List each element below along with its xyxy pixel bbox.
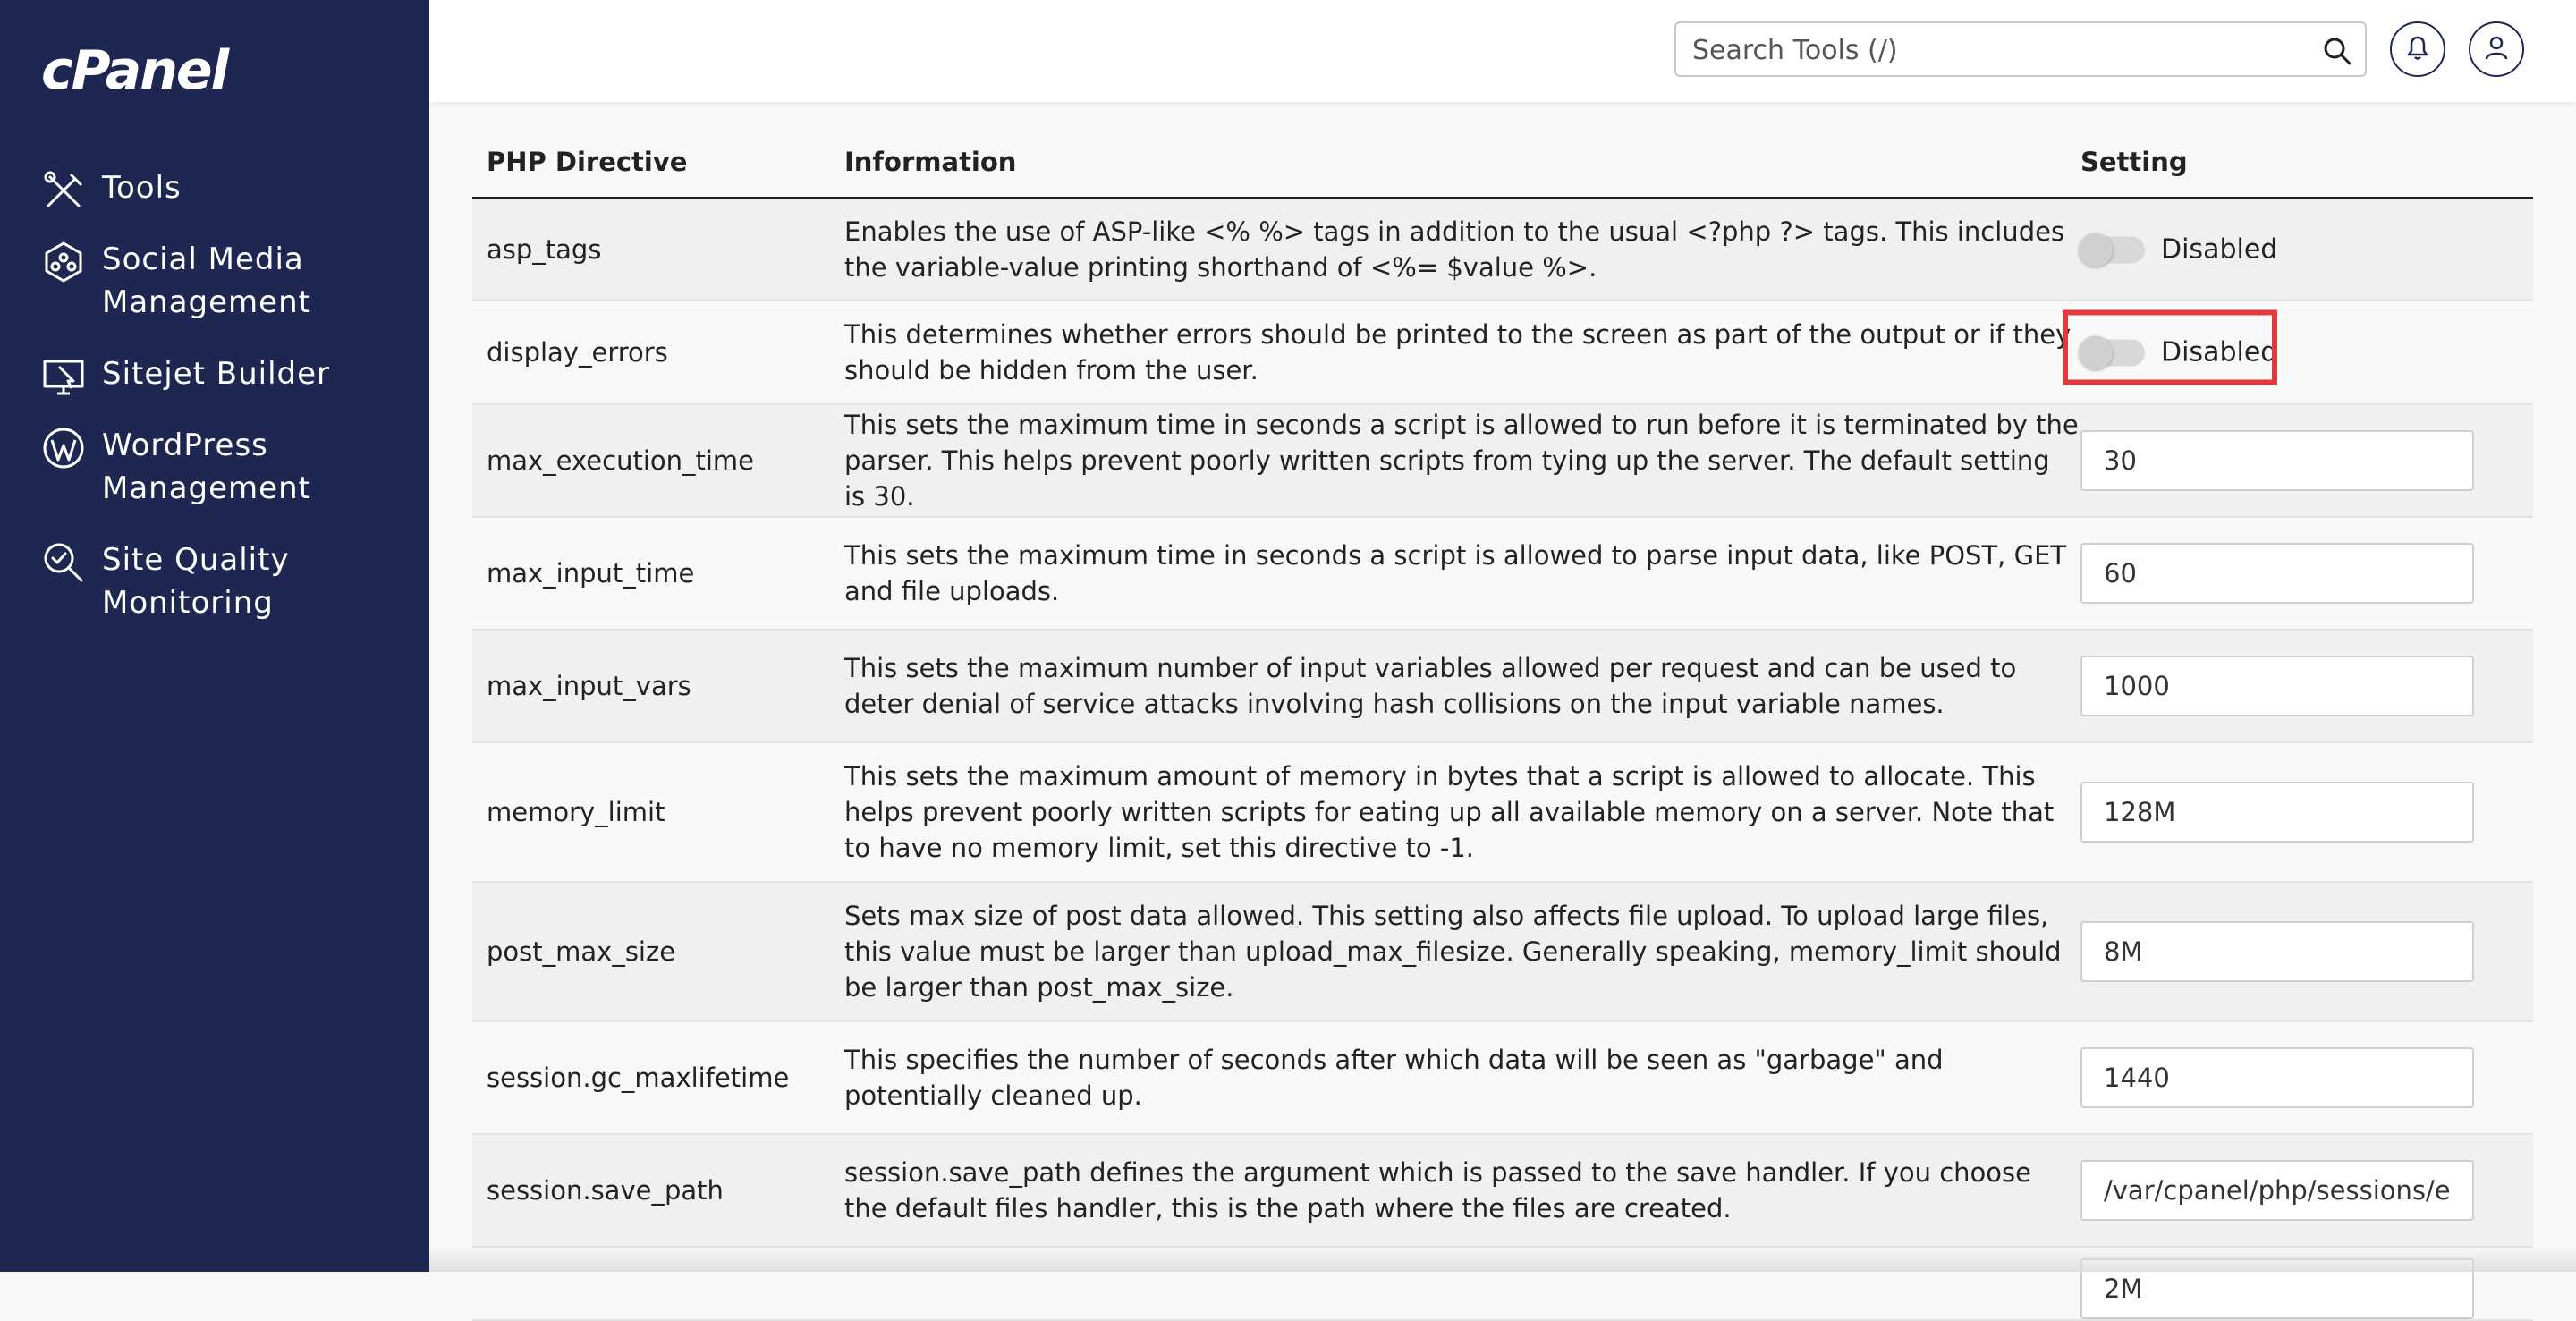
- post-max-size-setting: [2080, 921, 2474, 982]
- max-execution-time-setting: [2080, 430, 2474, 491]
- php-directives-table: [472, 134, 2533, 1321]
- table-row: [472, 301, 2533, 405]
- column-header-directive: PHP Directive: [487, 147, 688, 177]
- max-input-time-setting: [2080, 543, 2474, 604]
- directive-info: This specifies the number of seconds after which data will be seen as "garbage" and potentially cleaned up.: [844, 1045, 1944, 1111]
- session-gc-maxlifetime-setting: [2080, 1047, 2474, 1108]
- toggle-label: Disabled: [2161, 336, 2278, 368]
- post-max-size-input[interactable]: [2080, 921, 2474, 982]
- directive-name: max_input_vars: [487, 671, 691, 701]
- user-menu-button[interactable]: [2469, 21, 2524, 77]
- asp-tags-toggle[interactable]: [2080, 236, 2145, 263]
- display-errors-toggle[interactable]: [2080, 339, 2145, 366]
- table-row: [472, 631, 2533, 743]
- asp-tags-setting: [2080, 234, 2277, 266]
- sidebar-item-label: Social Media Management: [102, 241, 311, 320]
- session-save-path-input[interactable]: [2080, 1160, 2474, 1221]
- column-header-setting: Setting: [2080, 147, 2188, 177]
- user-icon: [2483, 34, 2510, 64]
- table-row: [472, 199, 2533, 301]
- directive-info: This determines whether errors should be printed to the screen as part of the output or if they should be hidden from the user.: [844, 319, 2072, 385]
- sitejet-icon: [41, 354, 86, 399]
- site-quality-icon: [41, 540, 86, 585]
- cpanel-logo[interactable]: cPanel: [41, 39, 228, 102]
- sidebar-item-wordpress[interactable]: [41, 424, 388, 510]
- toggle-label: Disabled: [2161, 233, 2278, 266]
- table-row: [472, 1135, 2533, 1248]
- directive-name: max_execution_time: [487, 445, 755, 476]
- sidebar-item-label: Tools: [102, 170, 182, 206]
- notifications-button[interactable]: [2390, 21, 2445, 77]
- session-save-path-setting: [2080, 1160, 2474, 1221]
- sidebar: [0, 0, 429, 1272]
- tools-icon: [41, 168, 86, 213]
- table-row: [472, 743, 2533, 883]
- directive-info: This sets the maximum time in seconds a script is allowed to run before it is terminated by the parser. This helps prevent poorly written scripts from tying up the server. The default setting is 30.: [844, 410, 2079, 512]
- sidebar-item-site-quality[interactable]: [41, 538, 388, 624]
- display-errors-setting: [2080, 337, 2277, 368]
- wordpress-icon: [41, 426, 86, 470]
- sidebar-item-label: Site Quality Monitoring: [102, 542, 290, 621]
- directive-info: This sets the maximum amount of memory in bytes that a script is allowed to allocate. This helps prevent poorly written scripts for eating up all available memory on a server. Note that to have no memory limit, set this directive to -1.: [844, 761, 2055, 863]
- max-execution-time-input[interactable]: [2080, 430, 2474, 491]
- directive-name: display_errors: [487, 337, 668, 368]
- directive-name: asp_tags: [487, 234, 602, 265]
- sidebar-item-tools[interactable]: [41, 166, 388, 213]
- social-media-icon: [41, 240, 86, 284]
- sidebar-item-sitejet[interactable]: [41, 352, 388, 399]
- table-header: [472, 134, 2533, 199]
- directive-info: Sets max size of post data allowed. This setting also affects file upload. To upload large files, this value must be larger than upload_max_filesize. Generally speaking, memory_limit should be larger than post_max_size.: [844, 901, 2062, 1003]
- directive-info: This sets the maximum number of input variables allowed per request and can be used to deter denial of service attacks involving hash collisions on the input variable names.: [844, 653, 2017, 719]
- session-gc-maxlifetime-input[interactable]: [2080, 1047, 2474, 1108]
- sidebar-item-social-media[interactable]: [41, 238, 388, 324]
- column-header-information: Information: [844, 147, 1017, 177]
- memory-limit-setting: [2080, 782, 2474, 843]
- directive-name: memory_limit: [487, 797, 665, 827]
- directive-name: max_input_time: [487, 558, 695, 589]
- table-row: [472, 1022, 2533, 1135]
- max-input-vars-input[interactable]: [2080, 656, 2474, 716]
- search-icon[interactable]: [2322, 36, 2352, 66]
- table-row: [472, 518, 2533, 631]
- bell-icon: [2404, 34, 2431, 64]
- memory-limit-input[interactable]: [2080, 782, 2474, 843]
- sidebar-item-label: WordPress Management: [102, 428, 311, 506]
- directive-name: session.gc_maxlifetime: [487, 1063, 790, 1093]
- directive-info: Enables the use of ASP-like <% %> tags in addition to the usual <?php ?> tags. This includes the variable-value printing shorthand of <%= $value %>.: [844, 216, 2065, 283]
- table-row: [472, 405, 2533, 518]
- directive-info: session.save_path defines the argument which is passed to the save handler. If you choose the default files handler, this is the path where the files are created.: [844, 1157, 2031, 1224]
- max-input-time-input[interactable]: [2080, 543, 2474, 604]
- directive-info: This sets the maximum time in seconds a script is allowed to parse input data, like POST, GET and file uploads.: [844, 540, 2067, 606]
- table-row: [472, 883, 2533, 1022]
- search-input[interactable]: [1690, 29, 2302, 72]
- search-box[interactable]: [1674, 21, 2367, 77]
- sidebar-item-label: Sitejet Builder: [102, 356, 331, 392]
- scroll-fade: [429, 1247, 2576, 1272]
- directive-name: post_max_size: [487, 936, 676, 967]
- max-input-vars-setting: [2080, 656, 2474, 716]
- top-header: [429, 0, 2576, 102]
- directive-name: session.save_path: [487, 1175, 724, 1206]
